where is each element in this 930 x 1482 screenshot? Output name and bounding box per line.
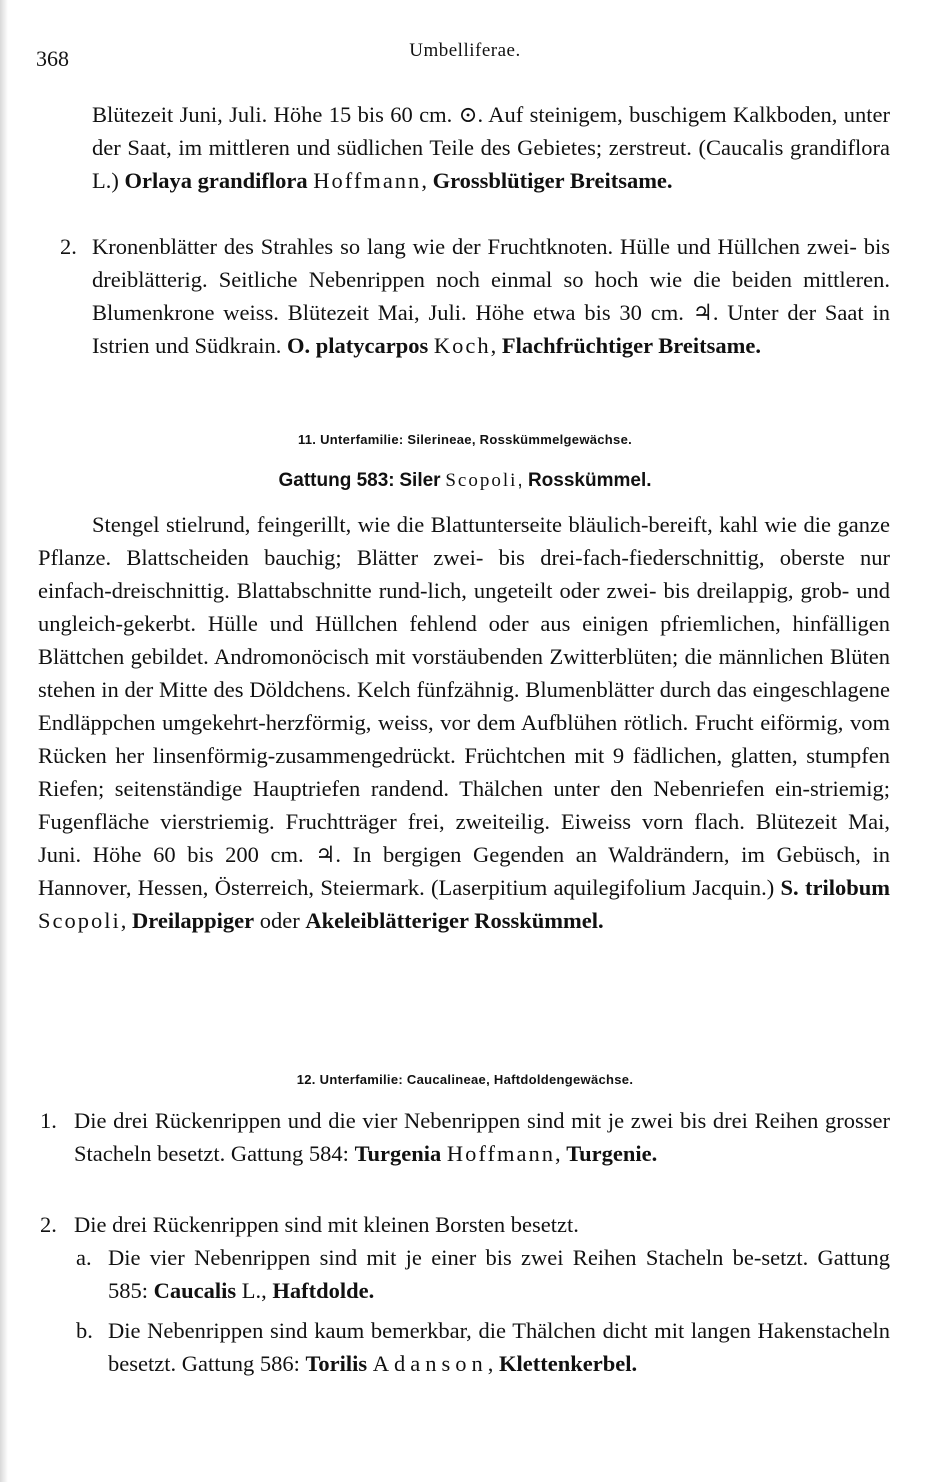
genus-heading-583: Gattung 583: Siler Scopoli, Rosskümmel. xyxy=(278,470,652,491)
key-item-letter: a. xyxy=(76,1245,92,1270)
running-title: Umbelliferae. xyxy=(409,40,521,61)
author-name: Adanson xyxy=(372,1351,488,1376)
subfamily-heading-11: 11. Unterfamilie: Silerineae, Rosskümmelgewächse. xyxy=(297,432,633,447)
paragraph-siler-description xyxy=(38,508,890,937)
species-name: S. trilobum xyxy=(780,875,890,900)
common-name: Klettenkerbel. xyxy=(499,1351,638,1376)
genus-name: Caucalis xyxy=(153,1278,237,1303)
key-text: Die drei Rückenrippen und die vier Nebenrippen sind mit je zwei bis drei Reihen grosser Stacheln besetzt. Gattung 584: xyxy=(74,1108,890,1166)
genus-common-name: Rosskümmel. xyxy=(527,470,652,491)
separator: , xyxy=(261,1278,273,1303)
item-number: 2. xyxy=(60,234,77,259)
key-item-2b xyxy=(108,1314,890,1380)
common-name: Grossblütiger Breitsame. xyxy=(432,168,673,193)
key-text: Die drei Rückenrippen sind mit kleinen Borsten besetzt. xyxy=(74,1212,579,1237)
common-name: Turgenie. xyxy=(566,1141,658,1166)
genus-label: Gattung 583: xyxy=(278,470,395,491)
description-text: Blütezeit Juni, Juli. Höhe 15 bis 60 cm. ⊙. Auf steinigem, buschigem Kalkboden, unter der Saat, im mittleren und südlichen Teile des Gebietes; zerstreut. (Caucalis grandiflora L.) xyxy=(92,102,890,193)
conjunction: oder xyxy=(254,908,306,933)
author-name: Hoffmann xyxy=(446,1141,555,1166)
paragraph-orlaya-platycarpos xyxy=(92,230,890,362)
scan-edge-shadow xyxy=(0,0,8,1482)
common-name-1: Dreilappiger xyxy=(132,908,255,933)
common-name: Haftdolde. xyxy=(272,1278,375,1303)
key-item-2 xyxy=(74,1208,890,1241)
genus-name: Turgenia xyxy=(354,1141,442,1166)
author-name: Scopoli xyxy=(38,908,121,933)
page-number: 368 xyxy=(36,46,69,71)
description-text: Kronenblätter des Strahles so lang wie der Fruchtknoten. Hülle und Hüllchen zwei- bis dreiblätterig. Seitliche Nebenrippen noch einmal so hoch wie die beiden mittleren. Blumenkrone weiss. Blütezeit Mai, Juli. Höhe etwa bis 30 cm. ♃. Unter der Saat in Istrien und Südkrain. xyxy=(92,234,890,358)
separator: , xyxy=(554,1141,567,1166)
common-name-2: Akeleiblätteriger Rosskümmel. xyxy=(305,908,604,933)
genus-name: Siler xyxy=(399,470,441,491)
separator: , xyxy=(421,168,433,193)
paragraph-orlaya-grandiflora xyxy=(92,98,890,197)
key-text: Die vier Nebenrippen sind mit je einer bis zwei Reihen Stacheln be-setzt. Gattung 585: xyxy=(108,1245,890,1303)
key-item-1 xyxy=(74,1104,890,1170)
genus-name: Torilis xyxy=(305,1351,368,1376)
key-item-letter: b. xyxy=(76,1318,93,1343)
key-text: Die Nebenrippen sind kaum bemerkbar, die Thälchen dicht mit langen Hakenstacheln besetzt. Gattung 586: xyxy=(108,1318,890,1376)
separator: , xyxy=(490,333,502,358)
subfamily-heading-12: 12. Unterfamilie: Caucalineae, Haftdoldengewächse. xyxy=(296,1072,634,1087)
key-item-number: 1. xyxy=(40,1108,57,1133)
description-text: Stengel stielrund, feingerillt, wie die Blattunterseite bläulich-bereift, kahl wie die ganze Pflanze. Blattscheiden bauchig; Blätter zwei- bis drei-fach-fiederschnittig, oberste nur einfach-dreischnittig. Blattabschnitte rund-lich, ungeteilt oder zwei- bis dreilappig, grob- und ungleich-gekerbt. Hülle und Hüllchen fehlend oder aus einigen pfriemlichen, hinfälligen Blättchen gebildet. Andromonöcisch mit vorstäubenden Zwitterblüten; die männlichen Blüten stehen in der Mitte des Döldchens. Kelch fünfzähnig. Blumenblätter durch das eingeschlagene Endläppchen umgekehrt-herzförmig, weiss, vor dem Aufblühen rötlich. Frucht eiförmig, vom Rücken her linsenförmig-zusammengedrückt. Früchtchen mit 9 fädlichen, glatten, stumpfen Riefen; seitenständige Hauptriefen randend. Thälchen unter den Nebenriefen ein-striemig; Fugenfläche vierstriemig. Fruchtträger frei, zweiteilig. Eiweiss vorn flach. Blütezeit Mai, Juni. Höhe 60 bis 200 cm. ♃. In bergigen Gegenden an Waldrändern, im Gebüsch, in Hannover, Hessen, Österreich, Steiermark. (Laserpitium aquilegifolium Jacquin.) xyxy=(38,512,890,900)
species-name: Orlaya grandiflora xyxy=(124,168,308,193)
separator: , xyxy=(487,1351,500,1376)
author-name: Hoffmann xyxy=(313,168,422,193)
page-header xyxy=(36,40,894,80)
key-item-number: 2. xyxy=(40,1212,57,1237)
common-name: Flachfrüchtiger Breitsame. xyxy=(501,333,761,358)
genus-author: Scopoli xyxy=(445,470,518,491)
author-name: Koch xyxy=(433,333,491,358)
author-name: L. xyxy=(241,1278,262,1303)
key-item-2a xyxy=(108,1241,890,1307)
species-name: O. platycarpos xyxy=(286,333,429,358)
separator: , xyxy=(120,908,133,933)
